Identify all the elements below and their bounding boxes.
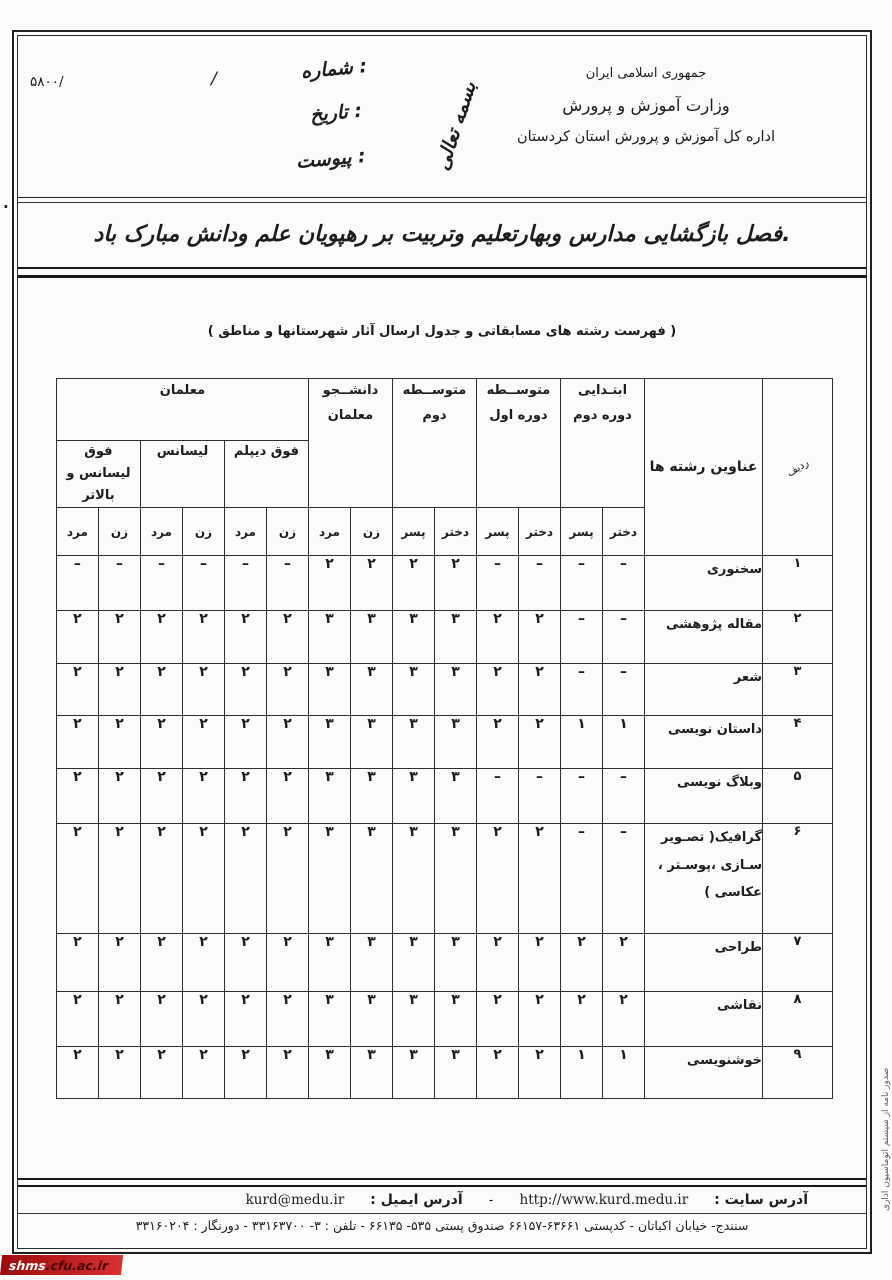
- value-cell: –: [56, 556, 98, 611]
- value-cell: –: [560, 556, 602, 611]
- value-cell: ۳: [392, 769, 434, 824]
- group-elementary-second: ابتـدایی دوره دوم: [560, 379, 644, 508]
- value-cell: ۲: [182, 934, 224, 992]
- value-cell: ۳: [392, 824, 434, 934]
- value-cell: ۲: [434, 556, 476, 611]
- table-row: [56, 934, 832, 992]
- value-cell: ۳: [308, 611, 350, 664]
- value-cell: ۳: [434, 824, 476, 934]
- value-cell: ۲: [140, 611, 182, 664]
- value-cell: ۳: [350, 1047, 392, 1099]
- value-cell: ۳: [434, 1047, 476, 1099]
- gender-header-cell: زن: [266, 508, 308, 556]
- doc-number: ۵۸۰۰/: [30, 74, 64, 90]
- row-title: وبلاگ نویسی: [645, 769, 763, 824]
- gender-header-cell: دختر: [434, 508, 476, 556]
- value-cell: ۲: [560, 934, 602, 992]
- letterhead: [481, 66, 811, 145]
- value-cell: ۲: [56, 716, 98, 769]
- row-title: شعر: [645, 664, 763, 716]
- footer-contacts: [18, 1187, 866, 1212]
- value-cell: ۲: [518, 934, 560, 992]
- competitions-table: [56, 378, 833, 1099]
- value-cell: ۳: [308, 1047, 350, 1099]
- gender-header-cell: مرد: [140, 508, 182, 556]
- value-cell: –: [560, 664, 602, 716]
- value-cell: ۱: [560, 716, 602, 769]
- footer-postal-address: سنندج- خیابان اکباتان - کدپستی ۶۳۶۶۱-۶۶۱۵۷ صندوق پستی ۵۳۵- ۶۶۱۳۵ - تلفن : ۳- ۳۳۱۶۳۷۰۰ - دورنگار : ۳۳۱۶۰۲۰۴: [135, 1218, 749, 1233]
- site-address-label: آدرس سایت :: [714, 1191, 808, 1208]
- row-number: ۵: [763, 769, 833, 824]
- gender-header-cell: مرد: [56, 508, 98, 556]
- subgroup-master-and-above: فوق لیسانس و بالاتر: [56, 441, 140, 508]
- value-cell: ۳: [308, 664, 350, 716]
- value-cell: ۲: [476, 716, 518, 769]
- value-cell: ۲: [140, 934, 182, 992]
- value-cell: ۲: [476, 1047, 518, 1099]
- value-cell: ۲: [392, 556, 434, 611]
- value-cell: ۲: [140, 824, 182, 934]
- value-cell: ۳: [392, 716, 434, 769]
- value-cell: ۲: [266, 716, 308, 769]
- row-no-header-label: ردیف: [784, 456, 811, 479]
- value-cell: –: [603, 769, 645, 824]
- group-secondary-second: متوســطه دوم: [392, 379, 476, 508]
- row-number: ۸: [763, 992, 833, 1047]
- value-cell: ۲: [98, 611, 140, 664]
- gender-header-cell: زن: [350, 508, 392, 556]
- row-title: طراحی: [645, 934, 763, 992]
- row-number: ۶: [763, 824, 833, 934]
- value-cell: –: [560, 769, 602, 824]
- value-cell: ۲: [350, 556, 392, 611]
- value-cell: ۳: [308, 824, 350, 934]
- row-no-header: [763, 379, 833, 556]
- value-cell: ۲: [56, 611, 98, 664]
- value-cell: ۲: [476, 664, 518, 716]
- value-cell: –: [476, 556, 518, 611]
- letterhead-ministry: وزارت آموزش و پرورش: [562, 96, 730, 115]
- value-cell: ۳: [392, 934, 434, 992]
- value-cell: ۲: [224, 992, 266, 1047]
- value-cell: ۲: [266, 992, 308, 1047]
- value-cell: ۲: [56, 934, 98, 992]
- value-cell: –: [603, 824, 645, 934]
- value-cell: ۳: [434, 992, 476, 1047]
- value-cell: ۲: [56, 992, 98, 1047]
- table-row: [56, 824, 832, 934]
- row-title: خوشنویسی: [645, 1047, 763, 1099]
- value-cell: ۲: [224, 664, 266, 716]
- gender-header-cell: مرد: [224, 508, 266, 556]
- value-cell: –: [518, 769, 560, 824]
- value-cell: ۳: [434, 716, 476, 769]
- value-cell: ۲: [518, 824, 560, 934]
- value-cell: ۱: [560, 1047, 602, 1099]
- value-cell: ۲: [182, 824, 224, 934]
- value-cell: ۲: [98, 1047, 140, 1099]
- value-cell: ۲: [266, 769, 308, 824]
- gender-header-cell: زن: [182, 508, 224, 556]
- row-title: مقاله پژوهشی: [645, 611, 763, 664]
- watermark-shms: shms: [8, 1257, 47, 1273]
- gender-header-cell: پسر: [476, 508, 518, 556]
- value-cell: ۳: [350, 716, 392, 769]
- value-cell: –: [603, 611, 645, 664]
- value-cell: ۲: [518, 992, 560, 1047]
- row-title: سخنوری: [645, 556, 763, 611]
- value-cell: ۲: [98, 716, 140, 769]
- value-cell: ۲: [266, 664, 308, 716]
- row-number: ۳: [763, 664, 833, 716]
- value-cell: ۲: [308, 556, 350, 611]
- banner-text: فصل بازگشایی مدارس وبهارتعلیم وتربیت بر رهپویان علم ودانش مبارک باد.: [93, 221, 791, 247]
- value-cell: ۲: [476, 934, 518, 992]
- footer-separator: -: [488, 1191, 494, 1208]
- value-cell: ۲: [140, 716, 182, 769]
- value-cell: ۲: [56, 664, 98, 716]
- value-cell: ۳: [308, 716, 350, 769]
- value-cell: ۲: [182, 716, 224, 769]
- value-cell: ۲: [56, 769, 98, 824]
- value-cell: ۲: [98, 769, 140, 824]
- value-cell: –: [603, 556, 645, 611]
- subgroup-associate-degree: فوق دیپلم: [224, 441, 308, 508]
- value-cell: ۲: [224, 769, 266, 824]
- value-cell: ۲: [182, 664, 224, 716]
- gender-header-cell: مرد: [308, 508, 350, 556]
- value-cell: ۲: [98, 664, 140, 716]
- group-student-teachers: دانشــجو معلمان: [308, 379, 392, 508]
- value-cell: ۳: [392, 1047, 434, 1099]
- value-cell: ۳: [392, 992, 434, 1047]
- table-row: [56, 611, 832, 664]
- watermark-domain: .cfu.ac.ir: [45, 1257, 109, 1273]
- site-url: http://www.kurd.medu.ir: [519, 1191, 689, 1208]
- number-slash: /: [211, 69, 217, 89]
- banner-divider: [18, 267, 866, 278]
- value-cell: ۲: [182, 611, 224, 664]
- value-cell: ۳: [350, 934, 392, 992]
- titles-header: عناوین رشته ها: [645, 379, 763, 556]
- value-cell: ۳: [350, 611, 392, 664]
- value-cell: ۲: [266, 824, 308, 934]
- value-cell: ۳: [434, 611, 476, 664]
- value-cell: –: [98, 556, 140, 611]
- row-number: ۷: [763, 934, 833, 992]
- value-cell: ۳: [434, 769, 476, 824]
- value-cell: –: [266, 556, 308, 611]
- value-cell: ۲: [182, 1047, 224, 1099]
- row-number: ۴: [763, 716, 833, 769]
- value-cell: ۳: [308, 769, 350, 824]
- row-number: ۲: [763, 611, 833, 664]
- table-row: [56, 992, 832, 1047]
- value-cell: ۲: [560, 992, 602, 1047]
- value-cell: ۳: [392, 611, 434, 664]
- value-cell: ۲: [224, 611, 266, 664]
- value-cell: ۲: [476, 992, 518, 1047]
- email-address-label: آدرس ایمیل :: [370, 1191, 463, 1208]
- value-cell: –: [518, 556, 560, 611]
- besmele-calligraphy: بسمه تعالی: [431, 78, 481, 174]
- value-cell: ۲: [518, 716, 560, 769]
- footer-thin-divider: [18, 1213, 866, 1214]
- page-frame-inner: [17, 35, 867, 1249]
- attachment-field-label: پیوست :: [295, 145, 367, 173]
- row-number: ۱: [763, 556, 833, 611]
- row-title: داستان نویسی: [645, 716, 763, 769]
- value-cell: ۲: [98, 992, 140, 1047]
- footer-divider: [18, 1178, 866, 1187]
- value-cell: ۲: [140, 664, 182, 716]
- watermark-banner: [0, 1255, 123, 1275]
- value-cell: –: [560, 824, 602, 934]
- table-row: [56, 1047, 832, 1099]
- value-cell: ۲: [603, 992, 645, 1047]
- value-cell: ۳: [350, 824, 392, 934]
- value-cell: ۳: [350, 992, 392, 1047]
- value-cell: ۲: [140, 1047, 182, 1099]
- value-cell: ۱: [603, 716, 645, 769]
- page-frame: [12, 30, 872, 1254]
- row-number: ۹: [763, 1047, 833, 1099]
- value-cell: ۲: [518, 664, 560, 716]
- value-cell: ۲: [266, 611, 308, 664]
- table-row: [56, 664, 832, 716]
- date-field-label: تاریخ :: [309, 99, 363, 127]
- value-cell: ۱: [603, 1047, 645, 1099]
- value-cell: ۲: [603, 934, 645, 992]
- margin-dot: ·: [3, 198, 9, 216]
- value-cell: ۲: [224, 1047, 266, 1099]
- value-cell: ۲: [266, 934, 308, 992]
- table-row: [56, 769, 832, 824]
- value-cell: ۳: [308, 992, 350, 1047]
- value-cell: ۲: [266, 1047, 308, 1099]
- value-cell: ۲: [224, 934, 266, 992]
- row-title: نقاشی: [645, 992, 763, 1047]
- automation-system-note: صدور نامه از سیستم اتوماسیون اداری: [881, 1068, 891, 1212]
- table-row: [56, 716, 832, 769]
- value-cell: ۲: [56, 1047, 98, 1099]
- value-cell: –: [182, 556, 224, 611]
- value-cell: ۳: [308, 934, 350, 992]
- value-cell: ۲: [140, 769, 182, 824]
- value-cell: ۳: [434, 664, 476, 716]
- value-cell: –: [140, 556, 182, 611]
- value-cell: ۳: [392, 664, 434, 716]
- value-cell: –: [224, 556, 266, 611]
- value-cell: ۲: [224, 716, 266, 769]
- value-cell: ۲: [476, 611, 518, 664]
- table-title: ( فهرست رشته های مسابقاتی و جدول ارسال آثار شهرستانها و مناطق ): [207, 324, 677, 339]
- letterhead-country: جمهوری اسلامی ایران: [585, 66, 707, 81]
- group-teachers: معلمان: [56, 379, 308, 441]
- gender-header-cell: دختر: [603, 508, 645, 556]
- value-cell: ۲: [140, 992, 182, 1047]
- number-field-label: شماره :: [300, 55, 368, 83]
- value-cell: ۲: [518, 611, 560, 664]
- gender-header-cell: زن: [98, 508, 140, 556]
- gender-header-cell: پسر: [560, 508, 602, 556]
- gender-header-cell: دختر: [518, 508, 560, 556]
- value-cell: ۲: [476, 824, 518, 934]
- email-address: kurd@medu.ir: [245, 1191, 345, 1208]
- value-cell: ۲: [56, 824, 98, 934]
- value-cell: –: [603, 664, 645, 716]
- value-cell: ۲: [224, 824, 266, 934]
- value-cell: –: [476, 769, 518, 824]
- value-cell: ۳: [350, 664, 392, 716]
- row-title: گرافیک( تصـویر سـازی ،پوسـتر ، عکاسی ): [645, 824, 763, 934]
- value-cell: ۲: [98, 934, 140, 992]
- value-cell: ۲: [182, 769, 224, 824]
- value-cell: ۳: [350, 769, 392, 824]
- value-cell: ۲: [98, 824, 140, 934]
- gender-header-cell: پسر: [392, 508, 434, 556]
- table-row: [56, 556, 832, 611]
- value-cell: ۳: [434, 934, 476, 992]
- subgroup-bachelor: لیسانس: [140, 441, 224, 508]
- value-cell: ۲: [182, 992, 224, 1047]
- value-cell: –: [560, 611, 602, 664]
- value-cell: ۲: [518, 1047, 560, 1099]
- group-middle-first: متوســطه دوره اول: [476, 379, 560, 508]
- letterhead-department: اداره کل آموزش و پرورش استان کردستان: [517, 129, 775, 145]
